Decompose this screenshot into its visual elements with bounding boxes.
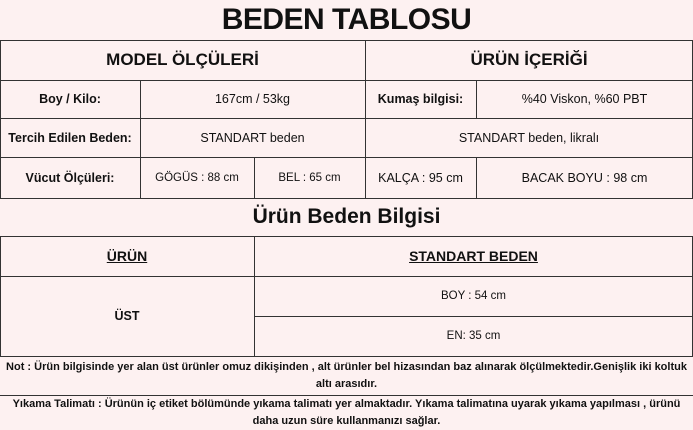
height-weight-value: 167cm / 53kg bbox=[214, 92, 291, 106]
waist-value: BEL : 65 cm bbox=[278, 171, 341, 184]
preferred-size-value: STANDART beden bbox=[200, 130, 305, 145]
preferred-size-label: Tercih Edilen Beden: bbox=[8, 130, 132, 145]
product-column-header: ÜRÜN bbox=[106, 248, 148, 264]
height-weight-label: Boy / Kilo: bbox=[39, 92, 101, 106]
product-name: ÜST bbox=[114, 309, 140, 323]
size-info-title: Ürün Beden Bilgisi bbox=[252, 205, 441, 228]
size-column-header: STANDART BEDEN bbox=[409, 248, 538, 264]
body-measurements-label: Vücut Ölçüleri: bbox=[25, 170, 115, 185]
page-title: BEDEN TABLOSU bbox=[221, 3, 472, 36]
leg-length-value: BACAK BOYU : 98 cm bbox=[521, 170, 648, 185]
width-value: EN: 35 cm bbox=[446, 330, 501, 342]
model-measurements-header: MODEL ÖLÇÜLERİ bbox=[106, 50, 259, 69]
length-value: BOY : 54 cm bbox=[441, 290, 506, 302]
chest-value: GÖGÜS : 88 cm bbox=[155, 171, 239, 184]
measurement-note: Not : Ürün bilgisinde yer alan üst ürünler omuz dikişinden , alt ürünler bel hizasından baz alınarak ölçülmektedir.Genişlik iki koltuk altı arasıdır. bbox=[6, 361, 687, 390]
washing-instructions: Yıkama Talimatı : Ürünün iç etiket bölümünde yıkama talimatı yer almaktadır. Yıkama talimatına uyarak yıkama yapılması , ürünü daha uzun süre kullanmanızı sağlar. bbox=[12, 398, 681, 427]
fabric-label: Kumaş bilgisi: bbox=[377, 92, 464, 106]
product-content-header: ÜRÜN İÇERİĞİ bbox=[470, 50, 588, 69]
product-size-value: STANDART beden, likralı bbox=[458, 130, 600, 145]
hip-value: KALÇA : 95 cm bbox=[378, 170, 463, 185]
fabric-value: %40 Viskon, %60 PBT bbox=[521, 92, 648, 106]
